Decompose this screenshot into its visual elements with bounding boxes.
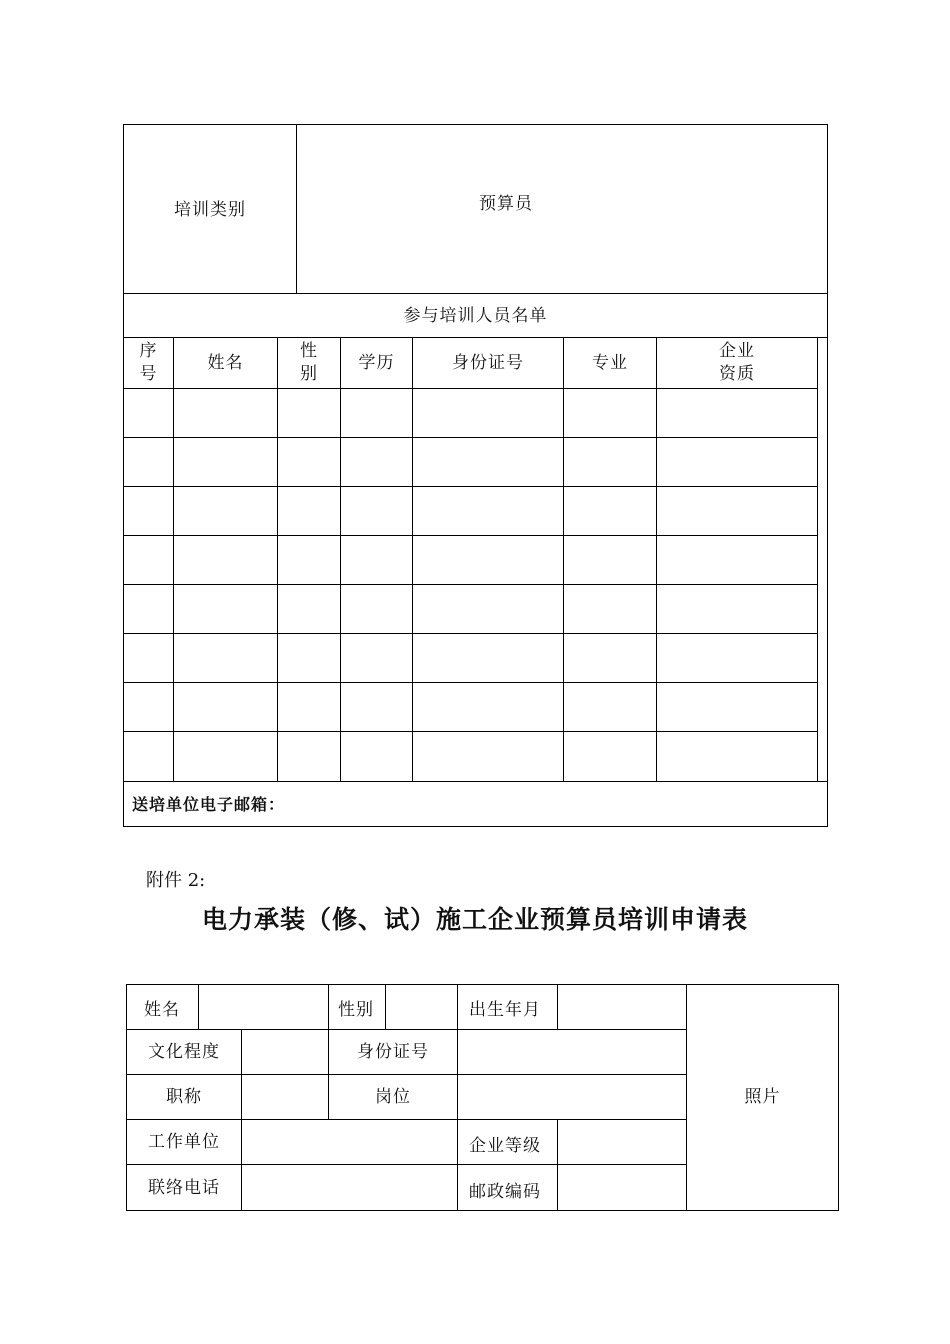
education-level-label: 文化程度 [148, 1042, 220, 1062]
name-label: 姓名 [144, 1000, 180, 1020]
divider [241, 1029, 242, 1119]
id-number-label: 身份证号 [357, 1042, 429, 1062]
postcode-label: 邮政编码 [469, 1182, 541, 1202]
column-header-id-number: 身份证号 [452, 353, 524, 373]
divider [277, 337, 278, 781]
column-header-gender-text: 性别 [300, 341, 318, 384]
divider [457, 984, 458, 1029]
training-category-value: 预算员 [479, 194, 533, 214]
divider [557, 984, 558, 1029]
employer-label: 工作单位 [148, 1132, 220, 1152]
roster-title: 参与培训人员名单 [403, 305, 548, 326]
divider [123, 486, 818, 487]
column-header-name: 姓名 [207, 353, 244, 373]
position-label: 岗位 [375, 1087, 411, 1107]
photo-label: 照片 [744, 1087, 781, 1107]
column-header-education: 学历 [358, 353, 395, 373]
divider [123, 584, 818, 585]
divider [173, 337, 174, 781]
sending-unit-email-label: 送培单位电子邮箱： [132, 795, 286, 814]
divider [817, 337, 818, 781]
divider [123, 781, 828, 782]
divider [123, 633, 818, 634]
birth-date-label: 出生年月 [469, 1000, 541, 1020]
training-category-label: 培训类别 [174, 200, 246, 220]
column-header-company-qualification [657, 338, 817, 388]
divider [385, 984, 386, 1029]
divider [557, 1119, 558, 1211]
divider [241, 1119, 242, 1211]
divider [656, 337, 657, 781]
column-header-company-qualification-text: 企业资质 [719, 341, 755, 384]
form-title: 电力承装（修、试）施工企业预算员培训申请表 [201, 905, 748, 934]
divider [328, 984, 329, 1029]
divider [563, 337, 564, 781]
divider [123, 535, 818, 536]
divider [123, 682, 818, 683]
divider [412, 337, 413, 781]
annex-label: 附件 2: [146, 870, 206, 891]
divider [123, 388, 818, 389]
job-title-label: 职称 [166, 1087, 202, 1107]
divider [123, 437, 818, 438]
divider [198, 984, 199, 1029]
divider [457, 1029, 458, 1119]
company-grade-label: 企业等级 [469, 1136, 541, 1156]
phone-label: 联络电话 [148, 1177, 220, 1198]
divider [340, 337, 341, 781]
gender-label: 性别 [338, 1000, 374, 1020]
column-header-gender [278, 338, 340, 388]
divider [457, 1119, 458, 1211]
column-header-major: 专业 [592, 353, 628, 373]
column-header-serial [124, 338, 173, 388]
divider [123, 731, 818, 732]
column-header-serial-text: 序号 [139, 341, 158, 384]
